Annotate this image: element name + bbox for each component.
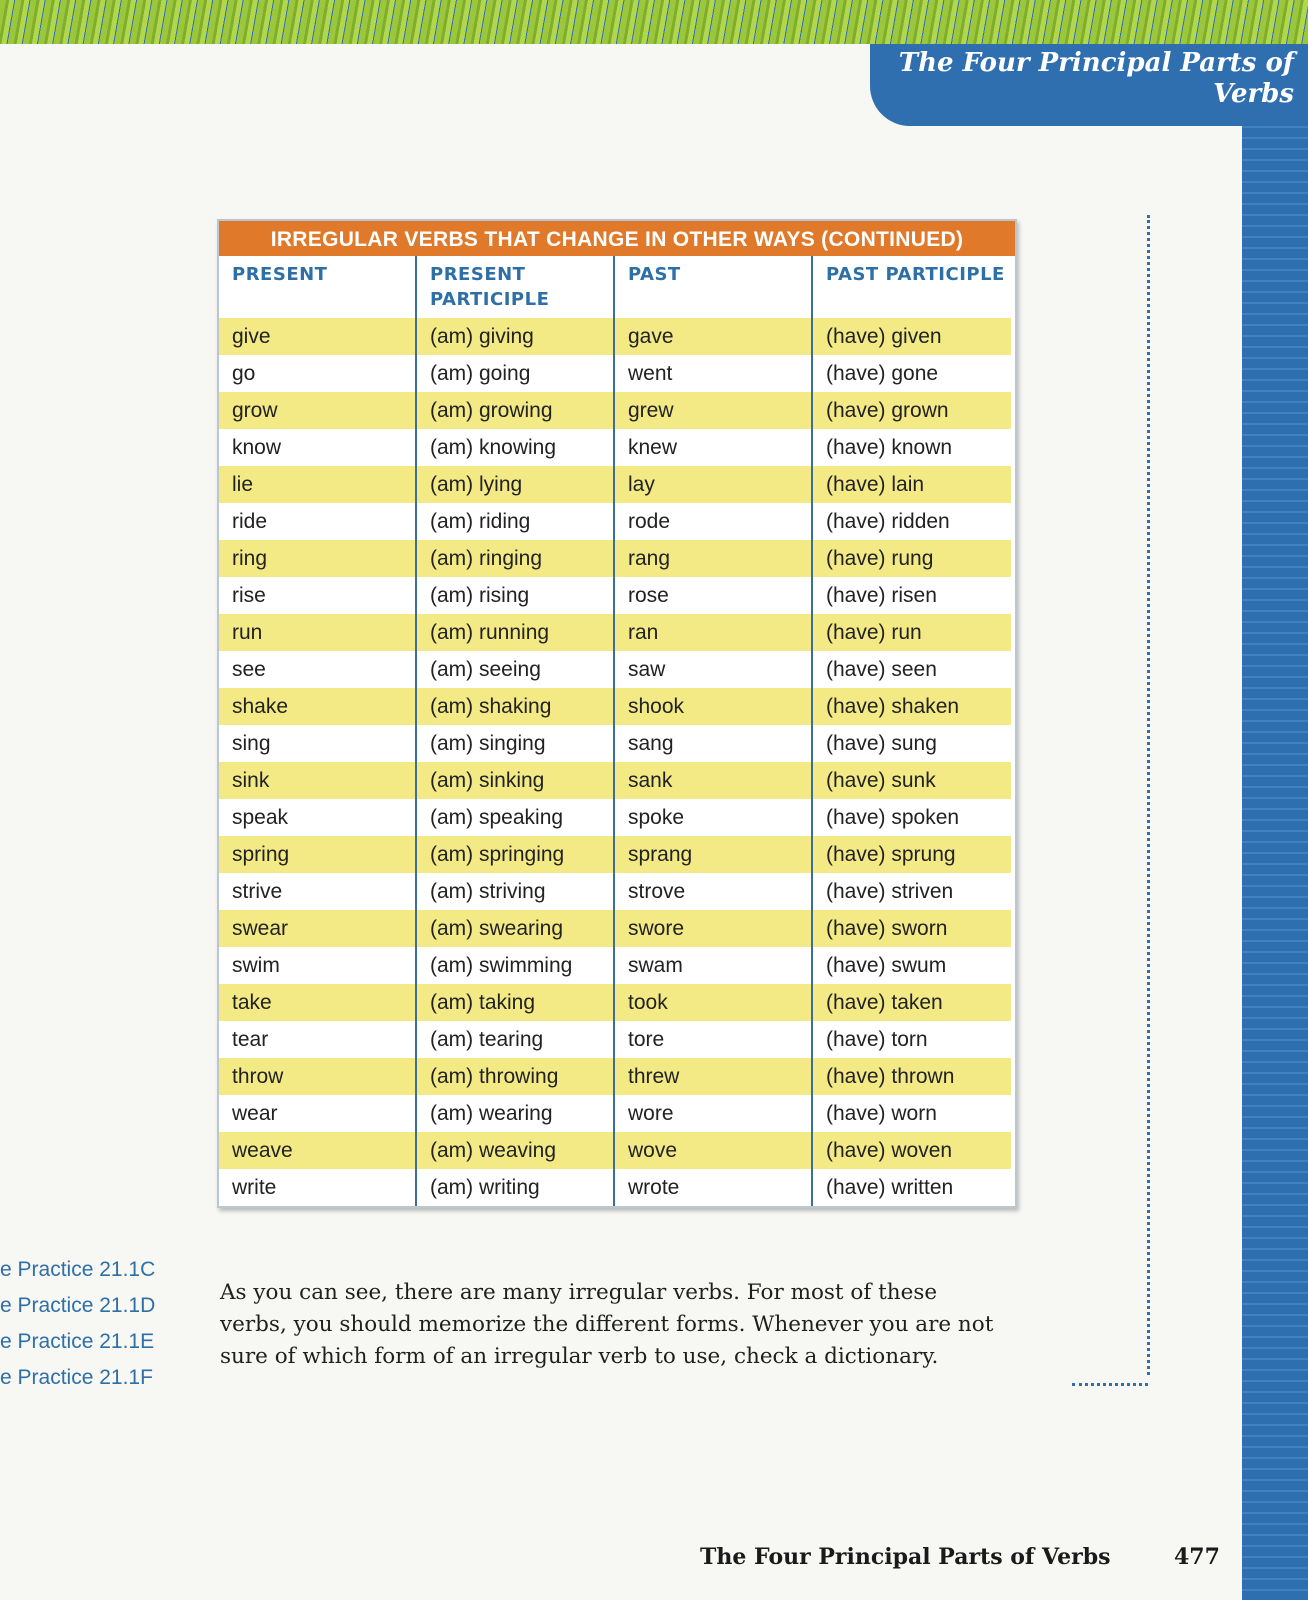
table-cell: went	[615, 355, 813, 392]
table-cell: rang	[615, 540, 813, 577]
table-cell: sing	[219, 725, 417, 762]
table-cell: lie	[219, 466, 417, 503]
table-cell: (am) taking	[417, 984, 615, 1021]
table-cell: (have) worn	[826, 1102, 937, 1125]
body-paragraph: As you can see, there are many irregular verbs. For most of these verbs, you should memorize the different forms. Whenever you are not sure of which form of an irregular verb to use, check a dictionary.	[220, 1280, 994, 1369]
column-header-past-participle: PAST PARTICIPLE	[826, 264, 1005, 285]
dotted-border-horizontal	[1072, 1383, 1148, 1386]
table-cell: see	[219, 651, 417, 688]
table-cell: speak	[219, 799, 417, 836]
table-cell: wrote	[615, 1169, 813, 1206]
table-cell: strive	[219, 873, 417, 910]
table-cell: swam	[615, 947, 813, 984]
table-cell: threw	[615, 1058, 813, 1095]
table-cell: ride	[219, 503, 417, 540]
table-cell: know	[219, 429, 417, 466]
table-cell: (have) spoken	[826, 806, 960, 829]
table-cell: (am) swimming	[417, 947, 615, 984]
table-cell: (am) weaving	[417, 1132, 615, 1169]
table-cell: (am) throwing	[417, 1058, 615, 1095]
table-cell: sank	[615, 762, 813, 799]
table-cell: swore	[615, 910, 813, 947]
column-header-present-participle: PRESENT PARTICIPLE	[417, 256, 615, 318]
table-cell: wore	[615, 1095, 813, 1132]
table-cell: take	[219, 984, 417, 1021]
table-cell: (have) rung	[813, 540, 1011, 577]
table-cell: (have) sunk	[813, 762, 1011, 799]
table-cell: took	[615, 984, 813, 1021]
table-cell: wove	[615, 1132, 813, 1169]
table-cell: shake	[219, 688, 417, 725]
table-cell: (have) sung	[826, 732, 937, 755]
table-cell: (am) wearing	[417, 1095, 615, 1132]
table-cell: (am) swearing	[417, 910, 615, 947]
section-tab	[870, 44, 1308, 126]
table-cell: shook	[615, 688, 813, 725]
table-cell: give	[219, 318, 417, 355]
table-cell: swim	[219, 947, 417, 984]
table-cell: (am) running	[417, 614, 615, 651]
table-cell: tore	[615, 1021, 813, 1058]
column-header-past: PAST	[615, 256, 813, 318]
table-cell: (have) given	[813, 318, 1011, 355]
table-grid	[219, 256, 1015, 1206]
table-cell: ran	[615, 614, 813, 651]
table-cell: (have) risen	[826, 584, 937, 607]
dotted-border-vertical	[1147, 215, 1150, 1375]
top-decorative-band	[0, 0, 1308, 44]
table-cell: strove	[615, 873, 813, 910]
footer-title: The Four Principal Parts of Verbs	[700, 1544, 1111, 1570]
table-cell: (am) seeing	[417, 651, 615, 688]
table-cell: saw	[615, 651, 813, 688]
table-cell: weave	[219, 1132, 417, 1169]
table-cell: (have) sprung	[813, 836, 1011, 873]
table-cell: go	[219, 355, 417, 392]
table-cell: (have) sworn	[813, 910, 1011, 947]
practice-link[interactable]: e Practice 21.1F	[0, 1366, 153, 1389]
table-cell: run	[219, 614, 417, 651]
table-cell: (have) grown	[813, 392, 1011, 429]
table-cell: (am) tearing	[417, 1021, 615, 1058]
table-cell: (have) seen	[826, 658, 937, 681]
table-cell: swear	[219, 910, 417, 947]
table-cell: (have) known	[826, 436, 953, 459]
table-cell: sink	[219, 762, 417, 799]
table-cell: gave	[615, 318, 813, 355]
table-cell: grow	[219, 392, 417, 429]
table-cell: (am) rising	[417, 577, 615, 614]
table-cell: (am) writing	[417, 1169, 615, 1206]
section-title: The Four Principal Parts of Verbs	[898, 48, 1294, 109]
table-cell: ring	[219, 540, 417, 577]
table-cell: (am) striving	[417, 873, 615, 910]
right-decorative-band	[1232, 44, 1308, 1600]
table-cell: (am) growing	[417, 392, 615, 429]
irregular-verbs-table	[217, 219, 1017, 1208]
table-cell: sprang	[615, 836, 813, 873]
table-cell: (have) gone	[826, 362, 939, 385]
table-cell: (am) riding	[417, 503, 615, 540]
table-cell: (am) springing	[417, 836, 615, 873]
practice-link[interactable]: e Practice 21.1C	[0, 1258, 156, 1281]
table-cell: (am) singing	[417, 725, 615, 762]
table-cell: sang	[615, 725, 813, 762]
page-number: 477	[1174, 1544, 1220, 1570]
column-header-present: PRESENT	[219, 256, 417, 318]
table-cell: grew	[615, 392, 813, 429]
practice-link[interactable]: e Practice 21.1D	[0, 1294, 156, 1317]
table-cell: (have) swum	[826, 954, 947, 977]
table-cell: (am) speaking	[417, 799, 615, 836]
table-cell: tear	[219, 1021, 417, 1058]
table-cell: (have) taken	[813, 984, 1011, 1021]
practice-link[interactable]: e Practice 21.1E	[0, 1330, 155, 1353]
table-cell: spring	[219, 836, 417, 873]
table-cell: wear	[219, 1095, 417, 1132]
table-cell: (am) shaking	[417, 688, 615, 725]
table-title: IRREGULAR VERBS THAT CHANGE IN OTHER WAYS (CONTINUED)	[219, 221, 1015, 256]
table-cell: (have) woven	[813, 1132, 1011, 1169]
table-cell: spoke	[615, 799, 813, 836]
table-cell: (have) lain	[813, 466, 1011, 503]
table-cell: write	[219, 1169, 417, 1206]
table-cell: (have) run	[813, 614, 1011, 651]
table-cell: (have) shaken	[813, 688, 1011, 725]
table-cell: (am) going	[417, 355, 615, 392]
table-cell: (have) striven	[826, 880, 954, 903]
table-cell: (am) lying	[417, 466, 615, 503]
table-cell: knew	[615, 429, 813, 466]
table-cell: rise	[219, 577, 417, 614]
table-cell: (am) knowing	[417, 429, 615, 466]
table-cell: (have) ridden	[826, 510, 950, 533]
table-cell: (am) ringing	[417, 540, 615, 577]
table-cell: rose	[615, 577, 813, 614]
table-cell: throw	[219, 1058, 417, 1095]
table-cell: (have) thrown	[813, 1058, 1011, 1095]
table-cell: (am) sinking	[417, 762, 615, 799]
table-cell: (have) written	[826, 1176, 954, 1199]
table-cell: lay	[615, 466, 813, 503]
table-cell: rode	[615, 503, 813, 540]
table-cell: (have) torn	[826, 1028, 928, 1051]
table-cell: (am) giving	[417, 318, 615, 355]
